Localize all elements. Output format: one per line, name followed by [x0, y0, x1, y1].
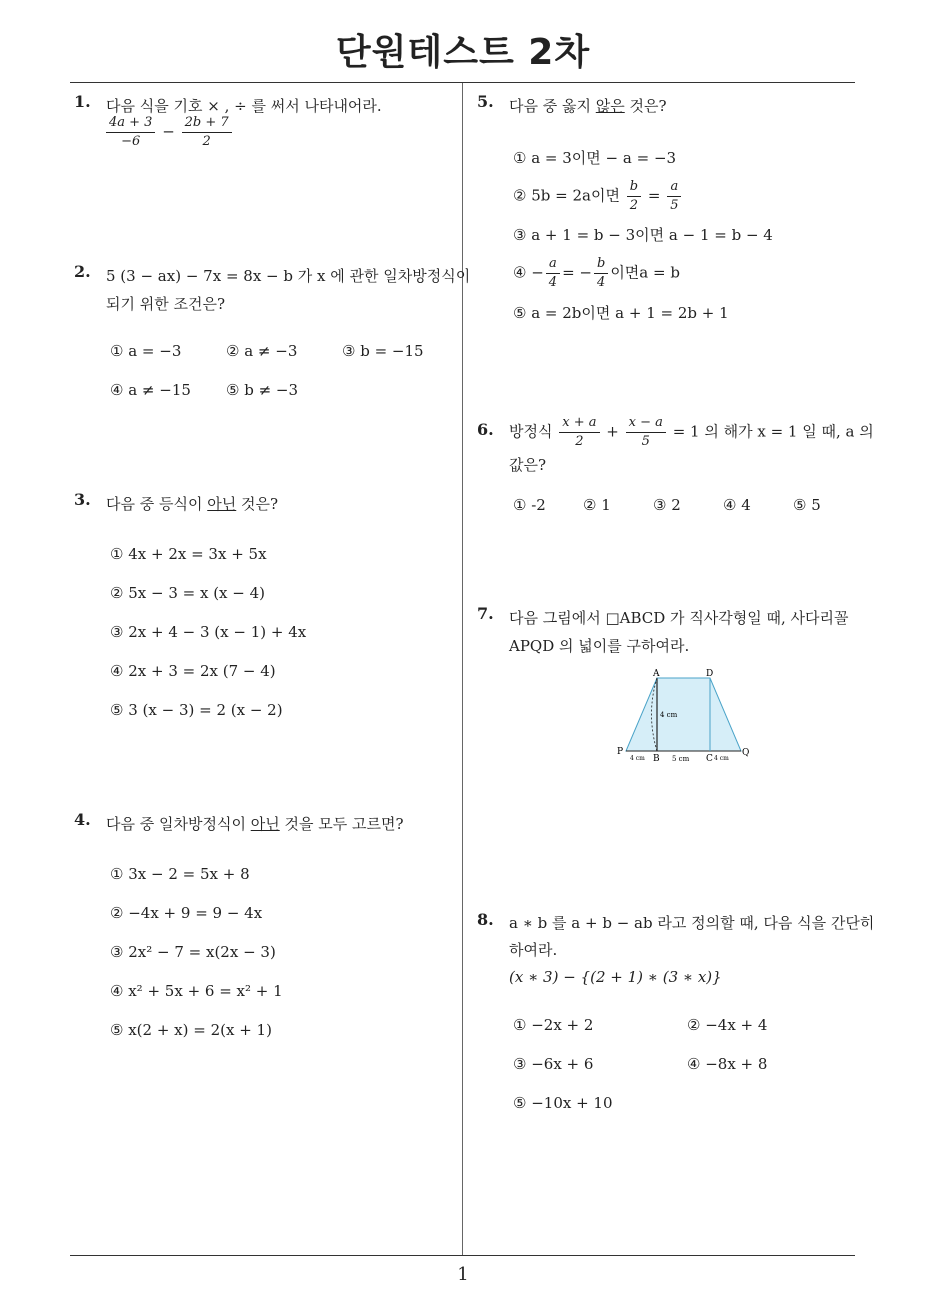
choice-4[interactable]: ④ x² + 5x + 6 = x² + 1 — [110, 982, 283, 1000]
question-number: 6. — [477, 420, 494, 439]
question-number: 2. — [74, 262, 91, 281]
question-text: 다음 식을 기호 × , ÷ 를 써서 나타내어라. — [106, 97, 382, 115]
choice-4[interactable]: ④ a ≠ −15 — [110, 381, 191, 399]
question-text: 값은? — [509, 456, 547, 474]
left-length-label: 4 cm — [630, 755, 645, 762]
question-text: 다음 중 일차방정식이 아닌 것을 모두 고르면? — [106, 815, 404, 833]
choice-1[interactable]: ① -2 — [513, 496, 546, 514]
label-d: D — [706, 669, 714, 679]
choice-2[interactable]: ② 1 — [583, 496, 611, 514]
question-text: 5 (3 − ax) − 7x = 8x − b 가 x 에 관한 일차방정식이 — [106, 267, 471, 285]
choice-5[interactable]: ⑤ a = 2b이면 a + 1 = 2b + 1 — [513, 304, 729, 322]
choice-5[interactable]: ⑤ 5 — [793, 496, 821, 514]
question-number: 8. — [477, 910, 494, 929]
fraction: $\frac{2b + 7}{2}$ — [182, 114, 232, 151]
label-a: A — [653, 669, 660, 679]
choice-1[interactable]: ① 4x + 2x = 3x + 5x — [110, 545, 267, 563]
choice-3[interactable]: ③ 2x² − 7 = x(2x − 3) — [110, 943, 276, 961]
choice-4[interactable]: ④ −8x + 8 — [687, 1055, 768, 1073]
choice-4[interactable]: ④ − $\frac{a}{4}$ = − $\frac{b}{4}$ 이면a = b — [513, 256, 680, 290]
choice-1[interactable]: ① −2x + 2 — [513, 1016, 594, 1034]
question-text: 되기 위한 조건은? — [106, 295, 226, 313]
choice-3[interactable]: ③ b = −15 — [342, 342, 424, 360]
question-text: 방정식 $\frac{x + a}{2}$ + $\frac{x - a}{5}$ = 1 의 해가 x = 1 일 때, a 의 — [509, 415, 874, 449]
expression: (x ∗ 3) − {(2 + 1) ∗ (3 ∗ x)} — [509, 968, 722, 986]
choice-2[interactable]: ② −4x + 9 = 9 − 4x — [110, 904, 263, 922]
question-number: 3. — [74, 490, 91, 509]
question-text: 다음 중 옳지 않은 것은? — [509, 97, 667, 115]
choice-5[interactable]: ⑤ b ≠ −3 — [226, 381, 299, 399]
choice-3[interactable]: ③ 2x + 4 − 3 (x − 1) + 4x — [110, 623, 307, 641]
choice-2[interactable]: ② −4x + 4 — [687, 1016, 768, 1034]
right-length-label: 4 cm — [714, 755, 729, 762]
label-b: B — [653, 754, 660, 764]
column-divider — [462, 83, 463, 1256]
question-text: 다음 중 등식이 아닌 것은? — [106, 495, 279, 513]
bottom-rule — [70, 1255, 855, 1256]
choice-2[interactable]: ② a ≠ −3 — [226, 342, 298, 360]
question-number: 4. — [74, 810, 91, 829]
choice-3[interactable]: ③ 2 — [653, 496, 681, 514]
page-title: 단원테스트 2차 — [335, 32, 591, 73]
choice-5[interactable]: ⑤ 3 (x − 3) = 2 (x − 2) — [110, 701, 283, 719]
label-p: P — [617, 747, 624, 757]
expression: $\frac{4a + 3}{-6}$ − $\frac{2b + 7}{2}$ — [104, 114, 234, 151]
choice-4[interactable]: ④ 2x + 3 = 2x (7 − 4) — [110, 662, 276, 680]
height-label: 4 cm — [660, 711, 678, 719]
choice-3[interactable]: ③ a + 1 = b − 3이면 a − 1 = b − 4 — [513, 226, 773, 244]
question-text: 하여라. — [509, 941, 558, 959]
question-number: 1. — [74, 92, 91, 111]
choice-2[interactable]: ② 5b = 2a이면 $\frac{b}{2}$ = $\frac{a}{5}$ — [513, 178, 683, 215]
question-number: 7. — [477, 604, 494, 623]
question-text: APQD 의 넓이를 구하여라. — [509, 637, 690, 655]
question-text: a ∗ b 를 a + b − ab 라고 정의할 때, 다음 식을 간단히 — [509, 914, 875, 932]
choice-3[interactable]: ③ −6x + 6 — [513, 1055, 594, 1073]
question-number: 5. — [477, 92, 494, 111]
fraction: $\frac{4a + 3}{-6}$ — [106, 114, 155, 151]
choice-4[interactable]: ④ 4 — [723, 496, 751, 514]
choice-2[interactable]: ② 5x − 3 = x (x − 4) — [110, 584, 266, 602]
base-length-label: 5 cm — [672, 755, 690, 763]
question-text: 다음 그림에서 □ABCD 가 직사각형일 때, 사다리꼴 — [509, 609, 849, 627]
trapezoid-figure — [612, 664, 762, 764]
choice-5[interactable]: ⑤ −10x + 10 — [513, 1094, 613, 1112]
choice-1[interactable]: ① a = −3 — [110, 342, 182, 360]
page-number: 1 — [457, 1264, 469, 1285]
choice-5[interactable]: ⑤ x(2 + x) = 2(x + 1) — [110, 1021, 272, 1039]
choice-1[interactable]: ① 3x − 2 = 5x + 8 — [110, 865, 250, 883]
choice-1[interactable]: ① a = 3이면 − a = −3 — [513, 149, 677, 167]
label-q: Q — [742, 748, 750, 758]
label-c: C — [706, 754, 713, 764]
